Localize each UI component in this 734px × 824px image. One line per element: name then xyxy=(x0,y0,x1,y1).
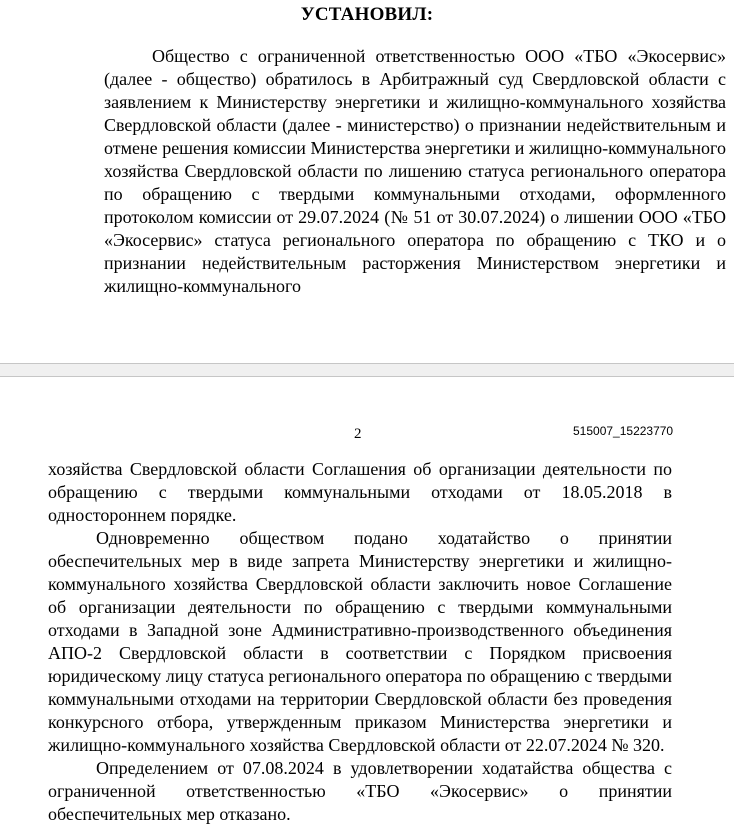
paragraph: Общество с ограниченной ответственностью ООО «ТБО «Экосервис» (далее - общество) обратилось в Арбитражный суд Свердловской области с заявлением к Министерству энергетики и жилищно-коммунального хозяйства Свердловской области (далее - министерство) о признании недействительным и отмене решения комиссии Министерства энергетики и жилищно-коммунального хозяйства Свердловской области по лишению статуса регионального оператора по обращению с твердыми коммунальными отходами, оформленного протоколом комиссии от 29.07.2024 (№ 51 от 30.07.2024) о лишении ООО «ТБО «Экосервис» статуса регионального оператора по обращению с ТКО и о признании недействительным расторжения Министерством энергетики и жилищно-коммунального xyxy=(104,46,726,296)
paragraph: Одновременно обществом подано ходатайство о принятии обеспечительных мер в виде запрета Министерству энергетики и жилищно-коммунального хозяйства Свердловской области заключить новое Соглашение об организации деятельности по обращению с твердыми коммунальными отходами в Западной зоне Административно-производственного объединения АПО-2 Свердловской области в соответствии с Порядком присвоения юридическому лицу статуса регионального оператора по обращению с твердыми коммунальными отходами на территории Свердловской области без проведения конкурсного отбора, утвержденным приказом Министерства энергетики и жилищно-коммунального хозяйства Свердловской области от 22.07.2024 № 320. xyxy=(48,528,672,755)
document-code: 515007_15223770 xyxy=(573,424,674,438)
document-page-2 xyxy=(0,377,734,824)
page-number: 2 xyxy=(354,426,362,442)
paragraph: хозяйства Свердловской области Соглашения об организации деятельности по обращению с твердыми коммунальными отходами от 18.05.2018 в одностороннем порядке. xyxy=(48,459,672,525)
body-text-page-1 xyxy=(104,45,726,298)
section-heading: УСТАНОВИЛ: xyxy=(300,4,434,25)
paragraph: Определением от 07.08.2024 в удовлетворении ходатайства общества с ограниченной ответственностью «ТБО «Экосервис» о принятии обеспечительных мер отказано. xyxy=(48,758,672,824)
body-text-page-2 xyxy=(48,458,672,824)
document-page-1 xyxy=(0,0,734,363)
page-separator xyxy=(0,363,734,377)
